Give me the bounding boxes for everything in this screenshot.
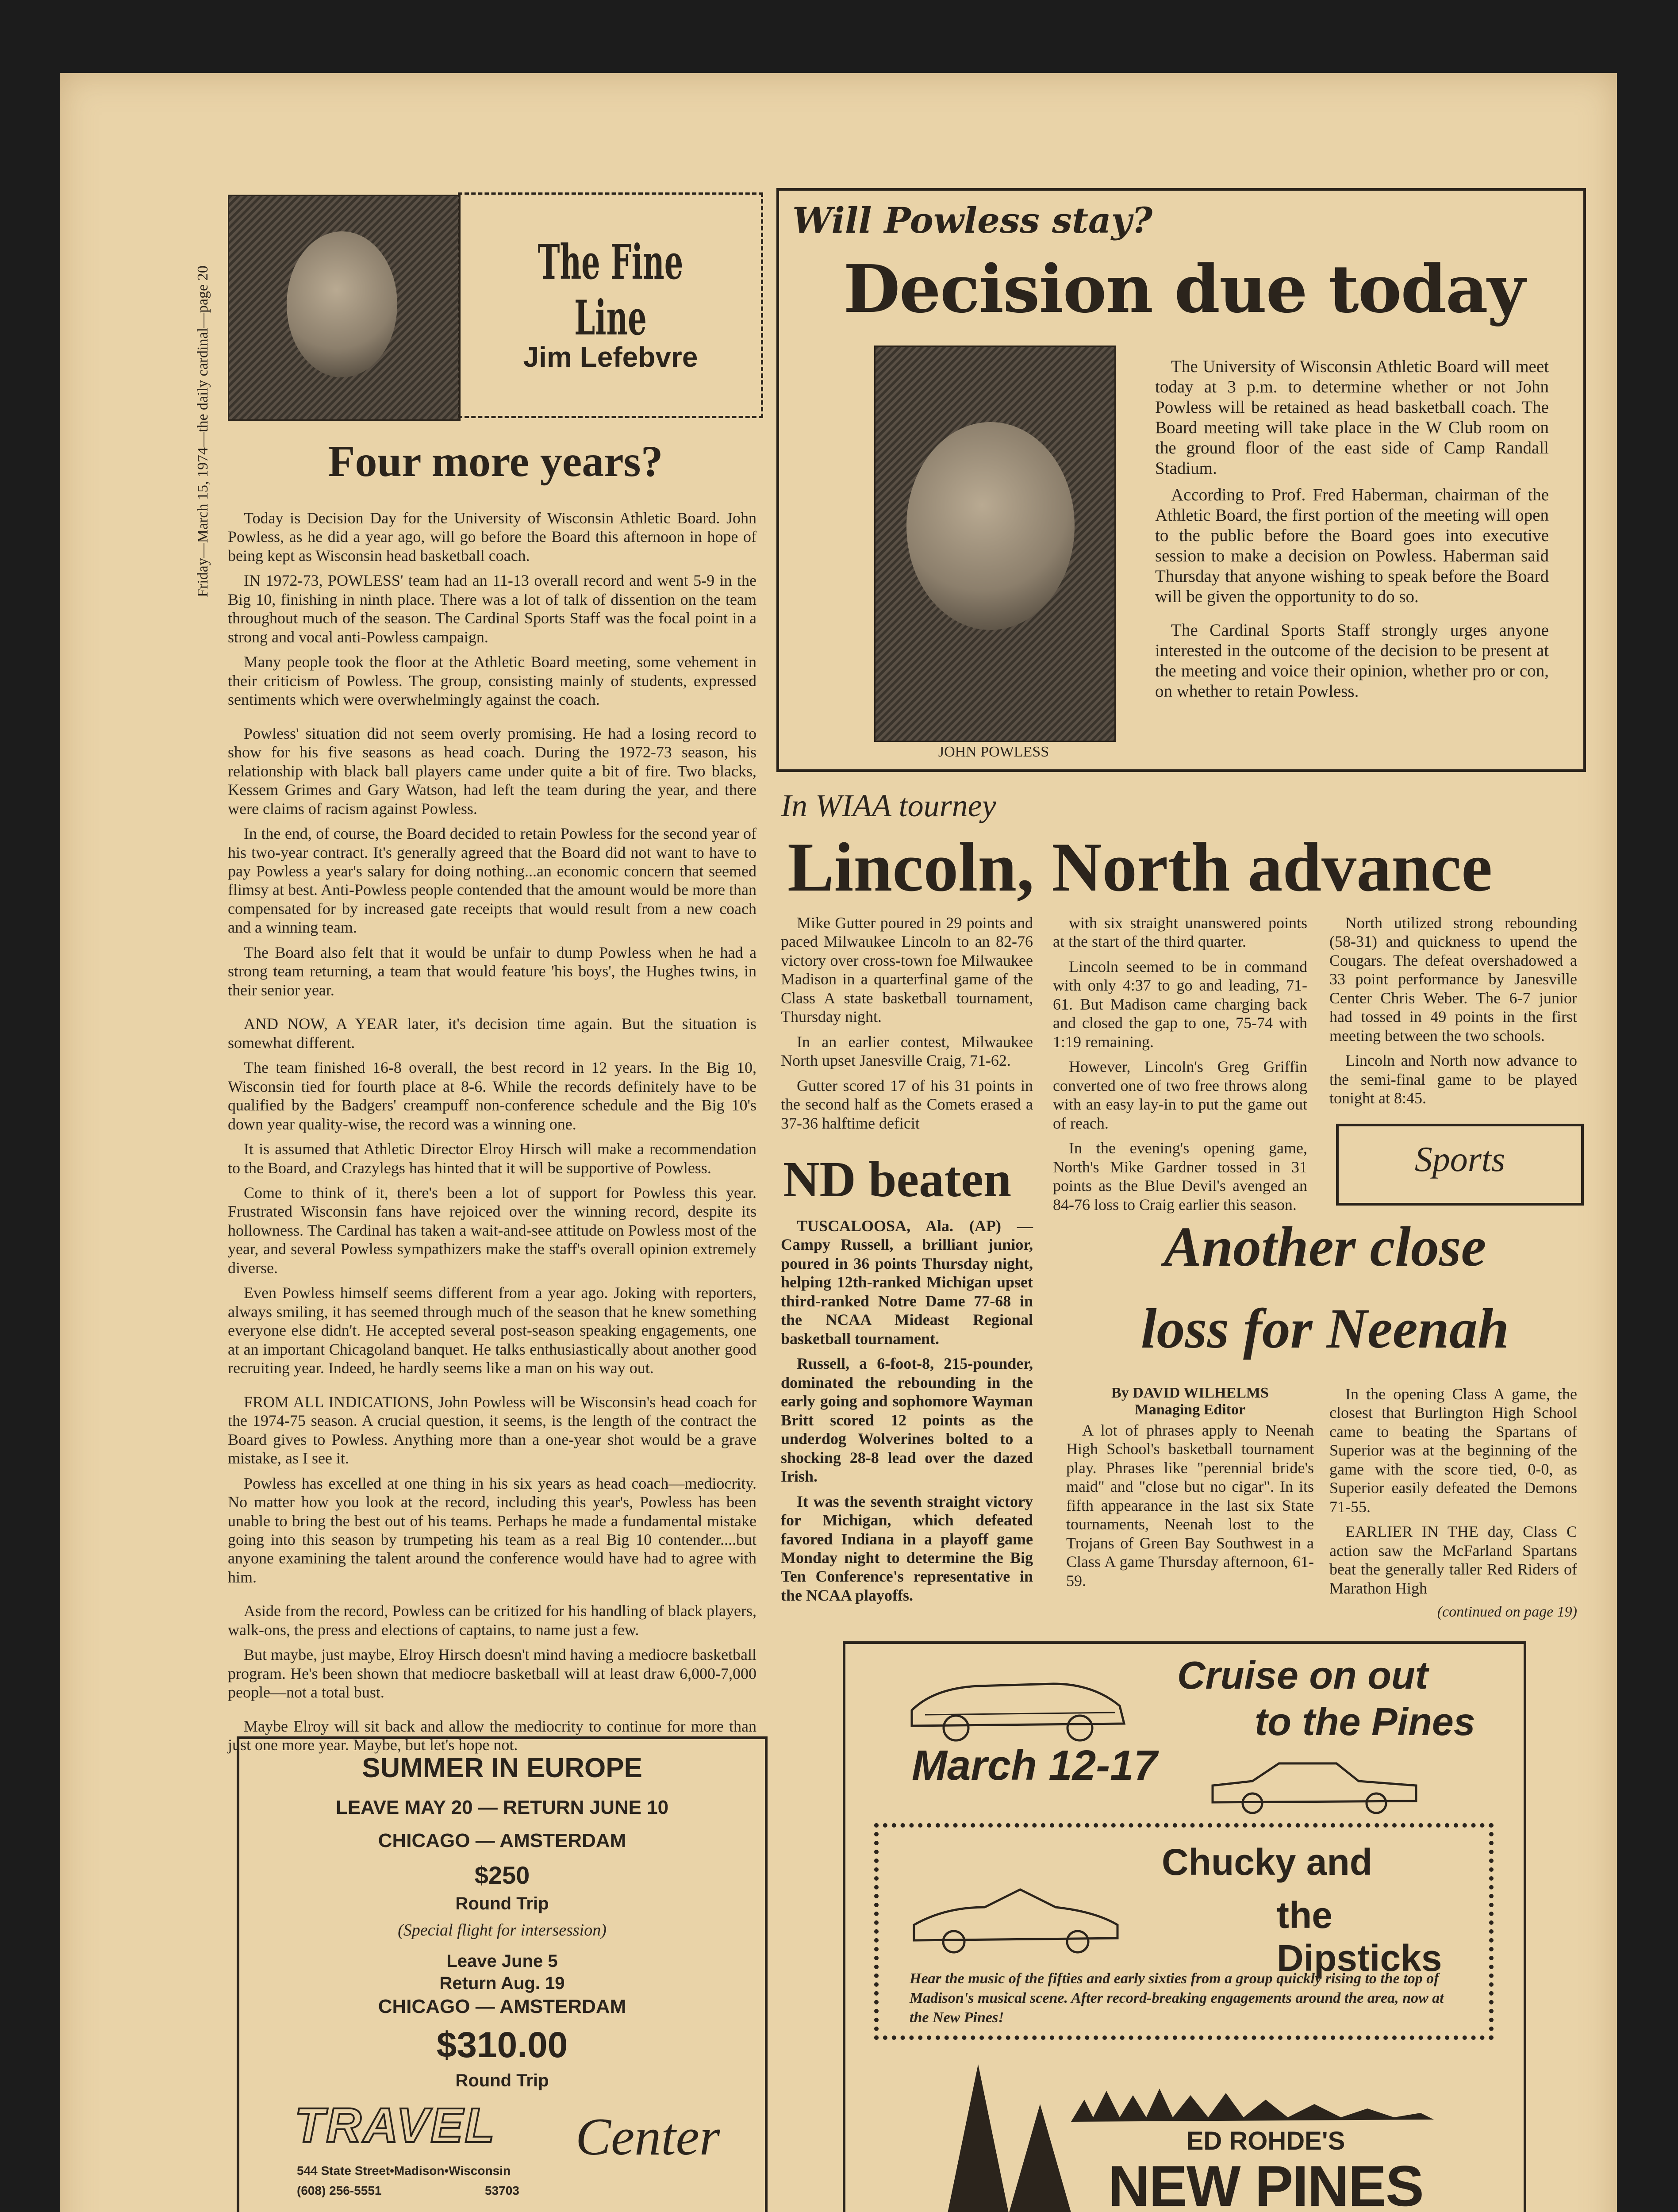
decision-box [776,188,1586,772]
column-logo-box [458,192,763,418]
column-paragraph: It is assumed that Athletic Director Elroy Hirsch will make a recommendation to the Board, and Crazylegs has hinted that it will be supportive of Powless. [228,1140,756,1177]
neenah-paragraph: A lot of phrases apply to Neenah High School's basketball tournament play. Phrases like "perennial bride's maid" and "close but no cigar". In its fifth appearance in the last six State tournaments, Neenah lost to the Trojans of Green Bay Southwest in a Class A game Thursday afternoon, 61-59. [1066,1421,1314,1590]
decision-kicker: Will Powless stay? [792,200,1153,241]
decision-headline: Decision due today [843,250,1524,327]
car-icon [1208,1750,1421,1816]
travel-ad-title: SUMMER IN EUROPE [362,1753,642,1783]
wiaa-paragraph: Lincoln and North now advance to the semi-final game to be played tonight at 8:45. [1329,1052,1577,1107]
travel-ad-dates: LEAVE MAY 20 — RETURN JUNE 10 [335,1797,669,1818]
wiaa-paragraph: North utilized strong rebounding (58-31) and quickness to upend the Cougars. The defeat overshadowed a 33 point performance by Janesville Center Chris Weber. The 6-7 junior had tossed in 49 points in the first meeting between the two schools. [1329,914,1577,1045]
travel-ad-route-2: CHICAGO — AMSTERDAM [378,1996,626,2017]
column-paragraph: FROM ALL INDICATIONS, John Powless will be Wisconsin's head coach for the 1974-75 season. A crucial question, it seems, is the length of the contract the Board gives to Powless. Anything more than a one-year shot would be a grave mistake, as I see it. [228,1393,756,1467]
column-paragraph: The Board also felt that it would be unfair to dump Powless when he had a strong team returning, a team that would feature 'his boys', the Hughes twins, in their senior year. [228,943,756,999]
nd-paragraph: It was the seventh straight victory for Michigan, which defeated favored Indiana in a playoff game Monday night to determine the Big Ten Conference's representative in the NCAA playoffs. [781,1492,1033,1604]
nd-headline: ND beaten [783,1151,1012,1207]
travel-ad-phone: (608) 256-5551 [297,2184,382,2197]
wiaa-paragraph: Lincoln seemed to be in command with only 4:37 to go and leading, 71-61. But Madison came charging back and closed the gap to one, 75-74 with 1:19 remaining. [1053,957,1307,1051]
nd-body [781,1217,1033,1611]
wiaa-paragraph: Mike Gutter poured in 29 points and paced Milwaukee Lincoln to an 82-76 victory over cross-town foe Milwaukee Madison in a quarterfinal game of the Class A state basketball tournament, Thursday night. [781,914,1033,1026]
photo-caption: JOHN POWLESS [938,744,1049,760]
wiaa-paragraph: In an earlier contest, Milwaukee North upset Janesville Craig, 71-62. [781,1033,1033,1070]
neenah-col-1 [1066,1385,1314,1596]
travel-ad-trip: Round Trip [455,1894,549,1913]
wiaa-paragraph: with six straight unanswered points at the start of the third quarter. [1053,914,1307,951]
band-box [874,1823,1494,2040]
column-paragraph: Even Powless himself seems different from a year ago. Joking with reporters, always smiling, it has seemed through much of the season that he knew something everyone else didn't. He accepted several post-season speaking engagements, one at an important Chicagoland banquet. He talks enthusiastically about another good recruiting year. Indeed, he hardly seems like a man on his way out. [228,1284,756,1377]
column-paragraph: Many people took the floor at the Athletic Board meeting, some vehement in their criticism of Powless. The group, consisting mainly of students, expressed sentiments which were overwhelmingly against the coach. [228,653,756,709]
decision-paragraph: The University of Wisconsin Athletic Board will meet today at 3 p.m. to determine whether or not John Powless will be retained as head basketball coach. The Board meeting will take place in the W Club room on the ground floor of the east side of Camp Randall Stadium. [1155,357,1549,478]
travel-ad-price: $250 [474,1861,530,1889]
column-paragraph: Powless' situation did not seem overly promising. He had a losing record to show for his five seasons as head coach. During the 1972-73 season, his relationship with black ball players came under quite a bit of fire. Two blacks, Kessem Grimes and Gary Watson, had left the team during the year, and there were claims of racism against Powless. [228,724,756,818]
neenah-headline-1: Another close [1163,1215,1486,1278]
column-paragraph: Come to think of it, there's been a lot of support for Powless this year. Frustrated Wisconsin fans have rejoiced over the winning record, despite its hollowness. The Cardinal has taken a wait-and-see attitude on Powless most of the year, and several Powless sympathizers make the staff's overall opinion extremely diverse. [228,1184,756,1277]
neenah-col-2 [1329,1385,1577,1621]
column-paragraph: In the end, of course, the Board decided to retain Powless for the second year of his two-year contract. It's generally agreed that the Board did not want to have to pay Powless a year's salary for doing nothing...an economic concern that seemed flimsy at best. Anti-Powless people contended that the amount would be more than compensated for by increased gate receipts that would result from a new coach and a winning team. [228,825,756,937]
wiaa-col-2 [1053,914,1307,1220]
column-paragraph: Powless has excelled at one thing in his six years as head coach—mediocrity. No matter how you look at the record, including this year's, Powless has been unable to bring the best out of his teams. Perhaps he made a fundamental mistake going into this season by trumpeting his team as a real Big 10 contender....but anyone examining the talent around the conference would have had to agree with him. [228,1474,756,1586]
neenah-byline-title: Managing Editor [1134,1402,1246,1418]
wiaa-col-3 [1329,914,1577,1114]
column-paragraph: Maybe Elroy will sit back and allow the mediocrity to continue for more than just one more year. Maybe, but let's hope not. [228,1717,756,1754]
band-name-1: Chucky and [1162,1841,1373,1883]
column-paragraph: IN 1972-73, POWLESS' team had an 11-13 overall record and went 5-9 in the Big 10, finishing in ninth place. There was a lot of talk of dissention on the team throughout much of the season. The Cardinal Sports Staff was the focal point in a strong and vocal anti-Powless campaign. [228,572,756,646]
wiaa-paragraph: Gutter scored 17 of his 31 points in the second half as the Comets erased a 37-36 halftime deficit [781,1076,1033,1132]
column-body [228,509,756,1761]
nd-paragraph: Russell, a 6-foot-8, 215-pounder, dominated the rebounding in the early going and sophomore Wayman Britt scored 12 points as the underdog Wolverines bolted to a shocking 28-8 lead over the dazed Irish. [781,1355,1033,1486]
column-paragraph: The team finished 16-8 overall, the best record in 12 years. In the Big 10, Wisconsin tied for fourth place at 8-6. While the records definitely have to be qualified by the Badgers' creampuff non-conference schedule and the Big 10's down year quality-wise, the record was a winning one. [228,1059,756,1133]
columnist-photo [228,195,461,421]
wiaa-col-1 [781,914,1033,1139]
column-headline: Four more years? [328,437,663,486]
travel-ad-price-2: $310.00 [436,2025,568,2065]
decision-body [1155,357,1549,708]
travel-logo-word: TRAVEL [295,2098,496,2153]
decision-paragraph: The Cardinal Sports Staff strongly urges anyone interested in the outcome of the decision to be present at the meeting and voice their opinion, whether pro or con, on whether to retain Powless. [1155,621,1549,701]
pines-headline-1: Cruise on out [1177,1653,1428,1697]
sports-label: Sports [1414,1140,1505,1179]
wiaa-kicker: In WIAA tourney [781,788,996,823]
column-paragraph: But maybe, just maybe, Elroy Hirsch doesn't mind having a mediocre basketball program. He's been shown that mediocre basketball will at least draw 6,000-7,000 people—not a total bust. [228,1646,756,1701]
powless-photo [874,346,1116,742]
neenah-byline: By DAVID WILHELMS [1111,1385,1269,1401]
decision-paragraph: According to Prof. Fred Haberman, chairman of the Athletic Board, the first portion of the meeting will open to the public before the Board goes into executive session to make a decision on Powless. Haberman said Thursday that anyone wishing to speak before the Board will be given the opportunity to do so. [1155,485,1549,607]
wiaa-paragraph: However, Lincoln's Greg Griffin converted one of two free throws along with an easy lay-in to put the game out of reach. [1053,1058,1307,1132]
nd-paragraph: TUSCALOOSA, Ala. (AP) — Campy Russell, a brilliant junior, poured in 36 points Thursday night, helping 12th-ranked Michigan upset third-ranked Notre Dame 77-68 in the NCAA Mideast Regional basketball tournament. [781,1217,1033,1348]
travel-ad-trip-2: Round Trip [455,2071,549,2090]
travel-ad-return: Return Aug. 19 [439,1974,565,1993]
column-paragraph: AND NOW, A YEAR later, it's decision time again. But the situation is somewhat different. [228,1015,756,1052]
travel-ad-zip: 53703 [485,2184,519,2197]
travel-ad-address: 544 State Street•Madison•Wisconsin [297,2164,511,2177]
column-author: Jim Lefebvre [523,341,698,373]
car-icon [910,1881,1122,1956]
neenah-paragraph: In the opening Class A game, the closest that Burlington High School came to beating the Spartans of Superior was at the beginning of the game with the score tied, 0-0, as Superior easily defeated the Demons 71-55. [1329,1385,1577,1516]
pines-name: NEW PINES [1108,2154,1423,2212]
band-blurb: Hear the music of the fifties and early sixties from a group quickly rising to the top of Madison's musical scene. After record-breaking engagements around the area, now at the New Pines! [910,1970,1444,2026]
travel-logo-script: Center [576,2107,720,2166]
travel-ad-note: (Special flight for intersession) [398,1921,607,1939]
folio: Friday—March 15, 1974—the daily cardinal—page 20 [195,265,211,597]
wiaa-headline: Lincoln, North advance [787,829,1493,906]
sports-label-box [1336,1124,1584,1206]
travel-ad-leave: Leave June 5 [446,1951,558,1971]
travel-ad [237,1736,768,2212]
neenah-headline-2: loss for Neenah [1140,1297,1509,1360]
pines-owner: ED ROHDE'S [1186,2127,1345,2155]
band-name-2: the Dipsticks [1277,1894,1442,1979]
car-icon [907,1657,1129,1746]
column-paragraph: Today is Decision Day for the University of Wisconsin Athletic Board. John Powless, as he did a year ago, will go before the Board this afternoon in hope of being kept as Wisconsin head basketball coach. [228,509,756,565]
wiaa-paragraph: In the evening's opening game, North's Mike Gardner tossed in 31 points as the Blue Devil's avenged an 84-76 loss to Craig earlier this season. [1053,1139,1307,1214]
travel-ad-route: CHICAGO — AMSTERDAM [378,1830,626,1851]
neenah-paragraph: EARLIER IN THE day, Class C action saw the McFarland Spartans beat the generally taller Red Riders of Marathon High [1329,1523,1577,1597]
continued-note: (continued on page 19) [1437,1604,1577,1621]
pines-dates: March 12-17 [912,1742,1157,1789]
column-logo-title: The Fine Line [538,234,683,346]
pines-headline-2: to the Pines [1255,1700,1475,1743]
column-paragraph: Aside from the record, Powless can be critized for his handling of black players, walk-ons, the press and elections of captains, to name just a few. [228,1602,756,1639]
pines-ad [843,1641,1526,2212]
